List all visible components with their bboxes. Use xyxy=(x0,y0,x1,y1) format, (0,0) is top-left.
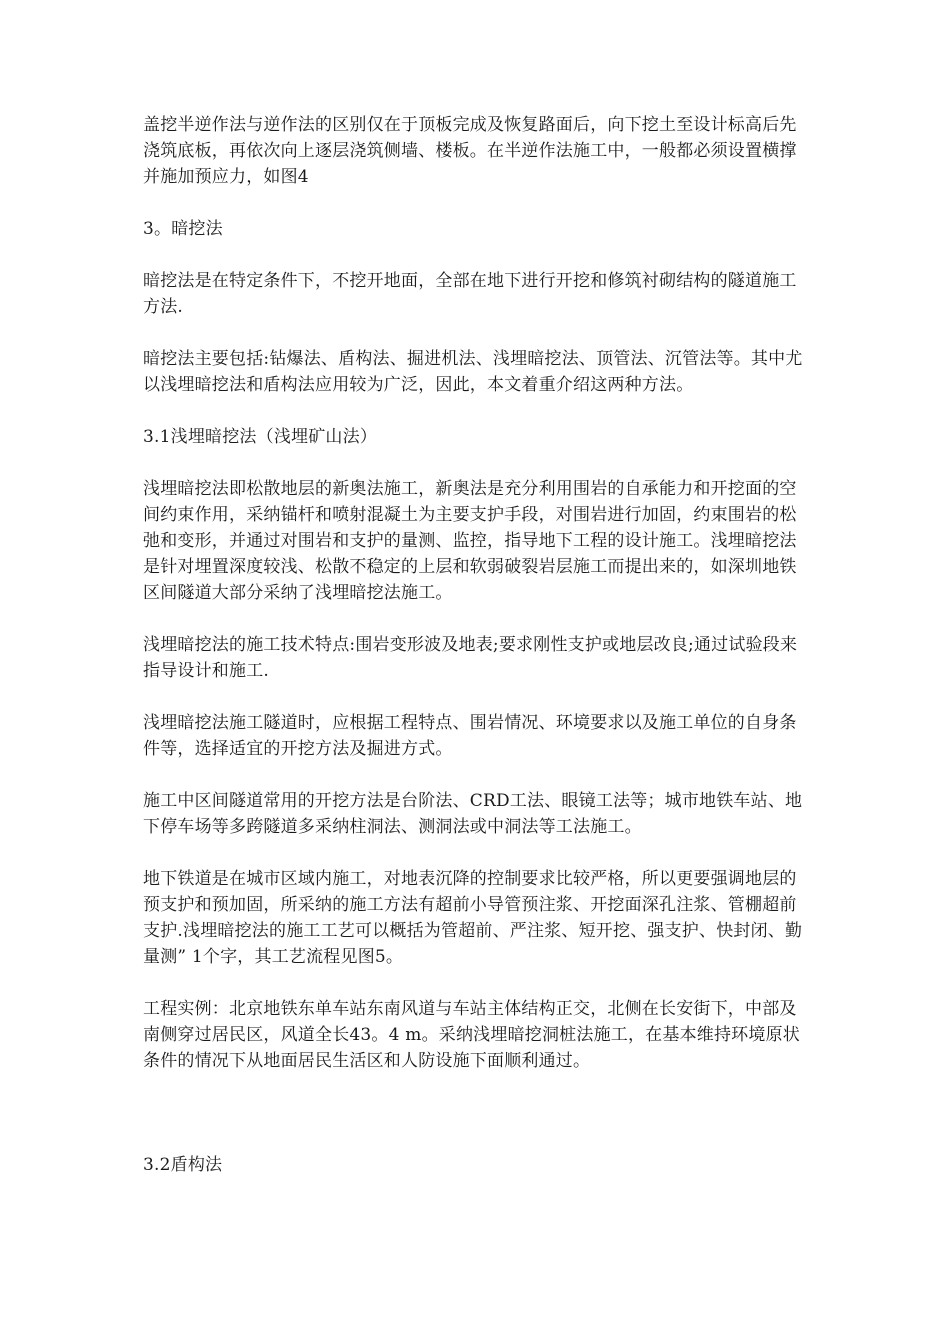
section-heading-3-1: 3.1浅埋暗挖法（浅埋矿山法） xyxy=(143,427,378,447)
paragraph-characteristics: 浅埋暗挖法的施工技术特点:围岩变形波及地表;要求刚性支护或地层改良;通过试验段来指导设计和施工. xyxy=(143,635,798,681)
paragraph-selection: 浅埋暗挖法施工隧道时，应根据工程特点、围岩情况、环境要求以及施工单位的自身条件等，选择适宜的开挖方法及掘进方式。 xyxy=(143,713,797,759)
paragraph-definition: 暗挖法是在特定条件下，不挖开地面，全部在地下进行开挖和修筑衬砌结构的隧道施工方法. xyxy=(143,271,797,317)
paragraph-intro: 盖挖半逆作法与逆作法的区别仅在于顶板完成及恢复路面后，向下挖土至设计标高后先浇筑底板，再依次向上逐层浇筑侧墙、楼板。在半逆作法施工中，一般都必须设置横撑并施加预应力，如图4 xyxy=(143,115,797,187)
section-heading-3: 3。暗挖法 xyxy=(143,219,223,239)
paragraph-excavation-methods: 施工中区间隧道常用的开挖方法是台阶法、CRD工法、眼镜工法等；城市地铁车站、地下停车场等多跨隧道多采纳柱洞法、测洞法或中洞法等工法施工。 xyxy=(143,791,803,837)
paragraph-shallow-method: 浅埋暗挖法即松散地层的新奥法施工，新奥法是充分利用围岩的自承能力和开挖面的空间约束作用，采纳锚杆和喷射混凝土为主要支护手段，对围岩进行加固，约束围岩的松弛和变形，并通过对围岩和支护的量测、监控，指导地下工程的设计施工。浅埋暗挖法是针对埋置深度较浅、松散不稳定的上层和软弱破裂岩层施工而提出来的，如深圳地铁区间隧道大部分采纳了浅埋暗挖法施工。 xyxy=(143,479,797,603)
paragraph-subway: 地下铁道是在城市区域内施工，对地表沉降的控制要求比较严格，所以更要强调地层的预支护和预加固，所采纳的施工方法有超前小导管预注浆、开挖面深孔注浆、管棚超前支护.浅埋暗挖法的施工工艺可以概括为管超前、严注浆、短开挖、强支护、快封闭、勤量测” 1个字，其工艺流程见图5。 xyxy=(143,869,803,967)
section-heading-3-2: 3.2盾构法 xyxy=(143,1155,223,1175)
paragraph-example: 工程实例：北京地铁东单车站东南风道与车站主体结构正交，北侧在长安街下，中部及南侧穿过居民区，风道全长43。4 m。采纳浅埋暗挖洞桩法施工，在基本维持环境原状条件的情况下从地面居民生活区和人防设施下面顺利通过。 xyxy=(143,999,800,1071)
paragraph-methods: 暗挖法主要包括:钻爆法、盾构法、掘进机法、浅埋暗挖法、顶管法、沉管法等。其中尤以浅埋暗挖法和盾构法应用较为广泛，因此，本文着重介绍这两种方法。 xyxy=(143,349,803,395)
